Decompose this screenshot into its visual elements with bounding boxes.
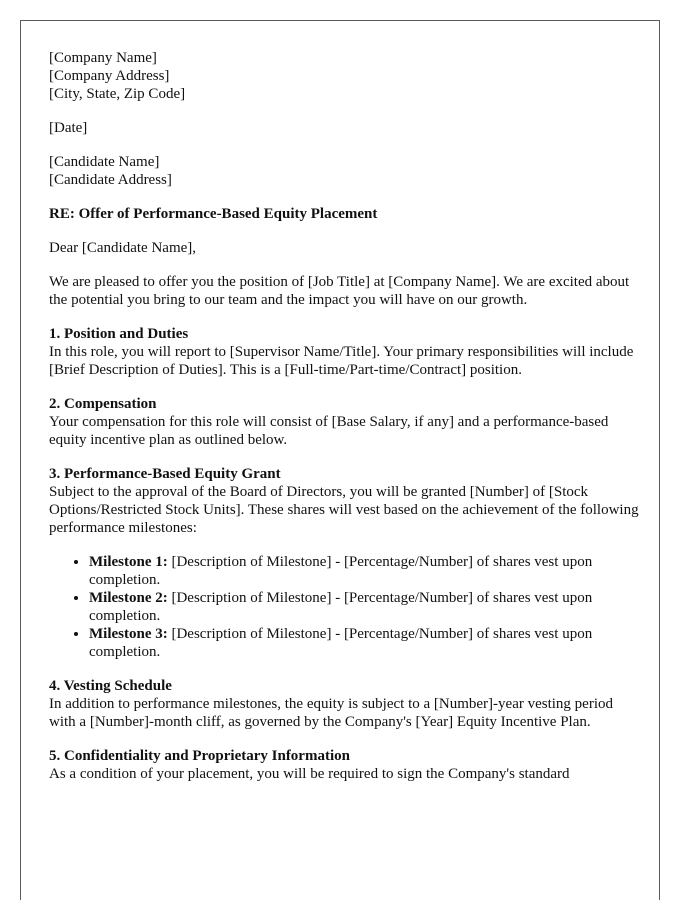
section-body: Subject to the approval of the Board of Directors, you will be granted [Number] of [Stock Options/Restricted Stock Units]. These shares will vest based on the achievement of the following performance milestones:	[49, 484, 639, 536]
company-name: [Company Name]	[49, 50, 157, 66]
section-body: As a condition of your placement, you will be required to sign the Company's standard	[49, 766, 570, 782]
milestone-item	[89, 589, 639, 625]
section-body: In addition to performance milestones, the equity is subject to a [Number]-year vesting period with a [Number]-month cliff, as governed by the Company's [Year] Equity Incentive Plan.	[49, 696, 614, 730]
salutation: Dear [Candidate Name],	[49, 240, 197, 256]
section-heading: 4. Vesting Schedule	[49, 678, 172, 694]
candidate-name: [Candidate Name]	[49, 154, 160, 170]
milestone-item	[89, 553, 639, 589]
milestone-list	[49, 553, 639, 661]
section-body: In this role, you will report to [Supervisor Name/Title]. Your primary responsibilities will include [Brief Description of Duties]. This is a [Full-time/Part-time/Contract] position.	[49, 344, 634, 378]
section-heading: 3. Performance-Based Equity Grant	[49, 466, 281, 482]
letter-content	[49, 49, 639, 783]
subject-line: RE: Offer of Performance-Based Equity Placement	[49, 206, 378, 222]
letter-date: [Date]	[49, 120, 88, 136]
candidate-address: [Candidate Address]	[49, 172, 172, 188]
section-heading: 1. Position and Duties	[49, 326, 189, 342]
section-body: Your compensation for this role will consist of [Base Salary, if any] and a performance-based equity incentive plan as outlined below.	[49, 414, 609, 448]
section-heading: 2. Compensation	[49, 396, 157, 412]
section-heading: 5. Confidentiality and Proprietary Information	[49, 748, 350, 764]
milestone-text: [Description of Milestone] - [Percentage/Number] of shares vest upon completion.	[89, 590, 593, 624]
letter-page	[20, 20, 660, 900]
city-state-zip: [City, State, Zip Code]	[49, 86, 186, 102]
milestone-label: Milestone 1:	[89, 554, 168, 570]
milestone-item	[89, 625, 639, 661]
intro-paragraph: We are pleased to offer you the position of [Job Title] at [Company Name]. We are excited about the potential you bring to our team and the impact you will have on our growth.	[49, 274, 630, 308]
milestone-label: Milestone 3:	[89, 626, 168, 642]
milestone-text: [Description of Milestone] - [Percentage/Number] of shares vest upon completion.	[89, 554, 593, 588]
milestone-label: Milestone 2:	[89, 590, 168, 606]
company-address: [Company Address]	[49, 68, 170, 84]
milestone-text: [Description of Milestone] - [Percentage/Number] of shares vest upon completion.	[89, 626, 593, 660]
